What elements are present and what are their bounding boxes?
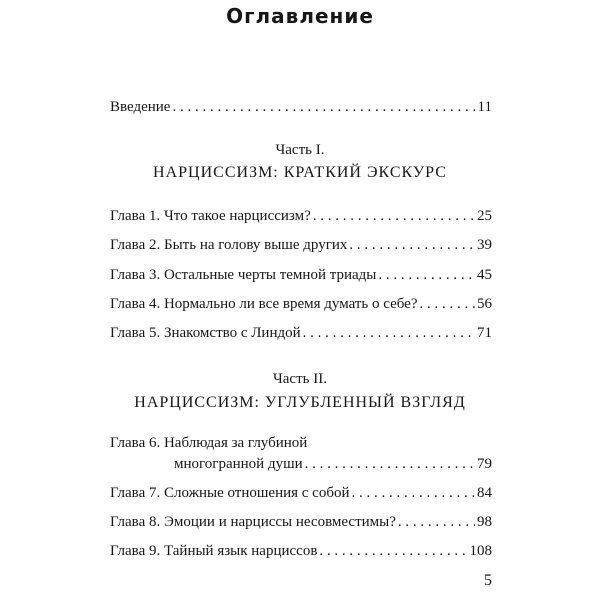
toc-entry-page: 25: [477, 208, 492, 224]
toc-entry-chapter-8[interactable]: [110, 513, 492, 531]
part-label-1: Часть I.: [275, 142, 325, 158]
leader-dots: [420, 295, 476, 313]
toc-entry-label: Глава 1. Что такое нарциссизм?: [110, 208, 311, 224]
toc-entry-chapter-4[interactable]: [110, 295, 492, 313]
toc-entry-chapter-1[interactable]: [110, 207, 492, 225]
toc-entry-chapter-6-line1: Глава 6. Наблюдая за глубиной: [110, 435, 308, 451]
toc-entry-page: 39: [477, 237, 492, 253]
toc-entry-chapter-7[interactable]: [110, 484, 492, 502]
part-title-1: НАРЦИССИЗМ: КРАТКИЙ ЭКСКУРС: [153, 164, 447, 181]
leader-dots: [398, 513, 475, 531]
toc-entry-chapter-9[interactable]: [110, 542, 492, 560]
toc-entry-label: Глава 5. Знакомство с Линдой: [110, 325, 301, 341]
toc-entry-label: Глава 9. Тайный язык нарциссов: [110, 543, 318, 559]
page-title: Оглавление: [226, 4, 374, 28]
toc-entry-chapter-3[interactable]: [110, 266, 492, 284]
toc-entry-label: Введение: [110, 99, 171, 115]
leader-dots: [349, 236, 475, 254]
toc-entry-page: 108: [469, 543, 492, 559]
leader-dots: [172, 98, 475, 116]
toc-entry-page: 11: [477, 99, 492, 115]
toc-entry-label: Глава 3. Остальные черты темной триады: [110, 267, 377, 283]
leader-dots: [313, 207, 475, 225]
toc-entry-page: 84: [477, 485, 492, 501]
toc-entry-page: 98: [477, 514, 492, 530]
toc-entry-chapter-5[interactable]: [110, 324, 492, 342]
part-title-2: НАРЦИССИЗМ: УГЛУБЛЕННЫЙ ВЗГЛЯД: [134, 394, 466, 411]
toc-entry-page: 56: [477, 296, 492, 312]
toc-entry-label: Глава 7. Сложные отношения с собой: [110, 485, 350, 501]
toc-entry-label: Глава 2. Быть на голову выше других: [110, 237, 348, 253]
toc-entry-label: Глава 4. Нормально ли все время думать о себе?: [110, 296, 418, 312]
toc-entry-chapter-2[interactable]: [110, 236, 492, 254]
toc-entry-page: 45: [477, 267, 492, 283]
leader-dots: [303, 324, 475, 342]
toc-entry-chapter-6[interactable]: [174, 455, 492, 473]
toc-entry-label: многогранной души: [174, 456, 303, 472]
leader-dots: [378, 266, 475, 284]
leader-dots: [352, 484, 476, 502]
part-label-2: Часть II.: [273, 371, 327, 387]
leader-dots: [305, 455, 475, 473]
toc-entry-page: 79: [477, 456, 492, 472]
page-number: 5: [484, 572, 492, 589]
leader-dots: [319, 542, 467, 560]
toc-entry-intro[interactable]: [110, 98, 492, 116]
toc-entry-page: 71: [477, 325, 492, 341]
toc-entry-label: Глава 8. Эмоции и нарциссы несовместимы?: [110, 514, 396, 530]
